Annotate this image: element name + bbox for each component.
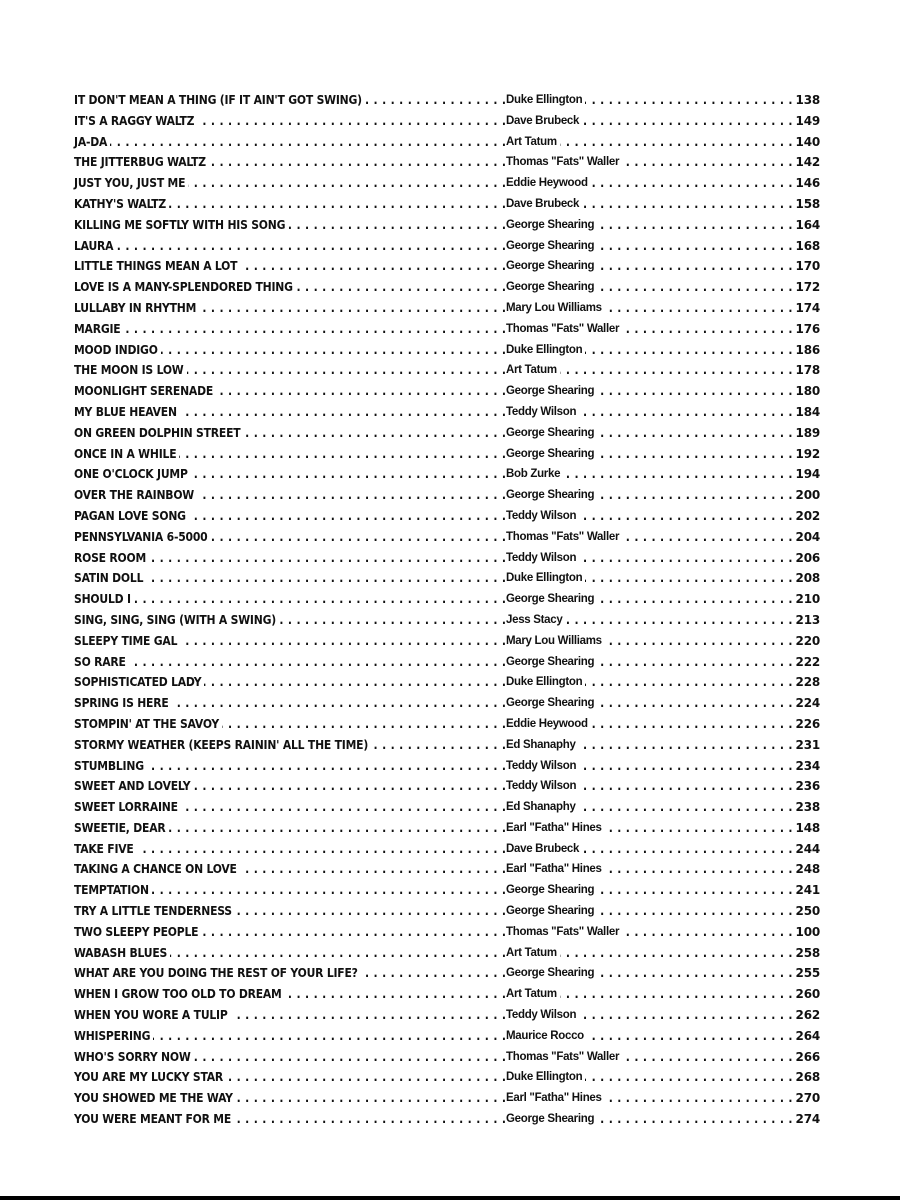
song-artist: Teddy Wilson — [506, 506, 579, 527]
page-number: 268 — [793, 1067, 820, 1088]
song-artist: George Shearing — [506, 423, 597, 444]
page-number: 241 — [793, 880, 820, 901]
page-number: 274 — [793, 1109, 820, 1130]
toc-entry — [74, 568, 820, 589]
toc-entry — [74, 319, 820, 340]
toc-entry — [74, 132, 820, 153]
song-artist: Art Tatum — [506, 360, 560, 381]
song-artist: Teddy Wilson — [506, 776, 579, 797]
song-artist: George Shearing — [506, 277, 597, 298]
song-title: JA-DA — [74, 132, 110, 153]
song-title: SLEEPY TIME GAL — [74, 631, 180, 652]
song-artist: Thomas "Fats" Waller — [506, 1047, 622, 1068]
song-artist: Maurice Rocco — [506, 1026, 587, 1047]
song-title: WHEN I GROW TOO OLD TO DREAM — [74, 984, 285, 1005]
page-number: 248 — [793, 859, 820, 880]
song-artist: George Shearing — [506, 693, 597, 714]
song-title: TAKE FIVE — [74, 839, 137, 860]
song-title: MOOD INDIGO — [74, 340, 161, 361]
song-title: LAURA — [74, 236, 116, 257]
song-title: SHOULD I — [74, 589, 134, 610]
song-artist: Ed Shanaphy — [506, 797, 579, 818]
page-number: 178 — [793, 360, 820, 381]
toc-entry — [74, 506, 820, 527]
toc-entry — [74, 548, 820, 569]
song-artist: George Shearing — [506, 963, 597, 984]
toc-entry — [74, 943, 820, 964]
song-artist: Art Tatum — [506, 132, 560, 153]
song-title: IT DON'T MEAN A THING (IF IT AIN'T GOT SWING) — [74, 90, 365, 111]
toc-entry — [74, 797, 820, 818]
song-title: SO RARE — [74, 652, 129, 673]
song-title: IT'S A RAGGY WALTZ — [74, 111, 197, 132]
page-number: 206 — [793, 548, 820, 569]
page-number: 224 — [793, 693, 820, 714]
toc-entry — [74, 173, 820, 194]
title-leader-dots — [74, 839, 506, 860]
title-leader-dots — [74, 132, 506, 153]
toc-entry — [74, 277, 820, 298]
toc-entry — [74, 631, 820, 652]
toc-entry — [74, 963, 820, 984]
song-artist: George Shearing — [506, 485, 597, 506]
page-number: 210 — [793, 589, 820, 610]
page-number: 213 — [793, 610, 820, 631]
toc-entry — [74, 194, 820, 215]
song-artist: Earl "Fatha" Hines — [506, 859, 605, 880]
song-artist: Duke Ellington — [506, 1067, 585, 1088]
song-title: OVER THE RAINBOW — [74, 485, 197, 506]
table-of-contents — [74, 90, 820, 1130]
toc-entry — [74, 152, 820, 173]
toc-entry — [74, 652, 820, 673]
toc-entry — [74, 90, 820, 111]
song-title: KILLING ME SOFTLY WITH HIS SONG — [74, 215, 288, 236]
song-title: TAKING A CHANCE ON LOVE — [74, 859, 240, 880]
page-number: 164 — [793, 215, 820, 236]
song-artist: Bob Zurke — [506, 464, 563, 485]
song-artist: Eddie Heywood — [506, 173, 591, 194]
song-title: SWEET AND LOVELY — [74, 776, 193, 797]
song-title: ONCE IN A WHILE — [74, 444, 179, 465]
song-title: STORMY WEATHER (KEEPS RAININ' ALL THE TIME) — [74, 735, 371, 756]
page-number: 208 — [793, 568, 820, 589]
toc-entry — [74, 756, 820, 777]
toc-entry — [74, 901, 820, 922]
title-leader-dots — [74, 652, 506, 673]
toc-entry — [74, 1067, 820, 1088]
toc-entry — [74, 714, 820, 735]
toc-entry — [74, 340, 820, 361]
song-artist: George Shearing — [506, 880, 597, 901]
title-leader-dots — [74, 589, 506, 610]
toc-entry — [74, 672, 820, 693]
page-number: 270 — [793, 1088, 820, 1109]
page-number: 148 — [793, 818, 820, 839]
toc-entry — [74, 360, 820, 381]
page-number: 192 — [793, 444, 820, 465]
toc-entry — [74, 839, 820, 860]
page-bottom-border — [0, 1196, 900, 1200]
page-number: 222 — [793, 652, 820, 673]
toc-entry — [74, 1005, 820, 1026]
toc-entry — [74, 776, 820, 797]
toc-entry — [74, 589, 820, 610]
page-number: 202 — [793, 506, 820, 527]
song-title: THE MOON IS LOW — [74, 360, 187, 381]
song-artist: Dave Brubeck — [506, 111, 582, 132]
toc-entry — [74, 735, 820, 756]
page-number: 258 — [793, 943, 820, 964]
song-artist: Dave Brubeck — [506, 839, 582, 860]
toc-entry — [74, 922, 820, 943]
song-title: ONE O'CLOCK JUMP — [74, 464, 191, 485]
song-title: PAGAN LOVE SONG — [74, 506, 189, 527]
toc-entry — [74, 381, 820, 402]
song-title: TRY A LITTLE TENDERNESS — [74, 901, 235, 922]
title-leader-dots — [74, 236, 506, 257]
song-artist: George Shearing — [506, 1109, 597, 1130]
song-title: THE JITTERBUG WALTZ — [74, 152, 209, 173]
page-number: 174 — [793, 298, 820, 319]
toc-entry — [74, 1026, 820, 1047]
song-artist: Teddy Wilson — [506, 548, 579, 569]
page-number: 244 — [793, 839, 820, 860]
page-number: 234 — [793, 756, 820, 777]
page-number: 186 — [793, 340, 820, 361]
song-title: TEMPTATION — [74, 880, 152, 901]
toc-entry — [74, 215, 820, 236]
song-title: WHEN YOU WORE A TULIP — [74, 1005, 231, 1026]
page-number: 168 — [793, 236, 820, 257]
page-number: 140 — [793, 132, 820, 153]
page-number: 266 — [793, 1047, 820, 1068]
song-title: YOU SHOWED ME THE WAY — [74, 1088, 236, 1109]
song-title: JUST YOU, JUST ME — [74, 173, 188, 194]
song-artist: George Shearing — [506, 236, 597, 257]
toc-entry — [74, 527, 820, 548]
song-title: SATIN DOLL — [74, 568, 146, 589]
page-number: 262 — [793, 1005, 820, 1026]
song-title: WHAT ARE YOU DOING THE REST OF YOUR LIFE? — [74, 963, 361, 984]
toc-entry — [74, 111, 820, 132]
toc-entry — [74, 256, 820, 277]
song-title: ON GREEN DOLPHIN STREET — [74, 423, 243, 444]
song-title: LULLABY IN RHYTHM — [74, 298, 199, 319]
song-artist: Jess Stacy — [506, 610, 565, 631]
page-number: 228 — [793, 672, 820, 693]
song-artist: Earl "Fatha" Hines — [506, 1088, 605, 1109]
song-title: MY BLUE HEAVEN — [74, 402, 180, 423]
song-title: SWEETIE, DEAR — [74, 818, 168, 839]
page-number: 236 — [793, 776, 820, 797]
song-title: LOVE IS A MANY-SPLENDORED THING — [74, 277, 296, 298]
page-number: 180 — [793, 381, 820, 402]
song-artist: George Shearing — [506, 215, 597, 236]
page-number: 250 — [793, 901, 820, 922]
page-number: 184 — [793, 402, 820, 423]
toc-entry — [74, 298, 820, 319]
toc-entry — [74, 984, 820, 1005]
toc-entry — [74, 423, 820, 444]
song-artist: Thomas "Fats" Waller — [506, 152, 622, 173]
song-artist: Dave Brubeck — [506, 194, 582, 215]
toc-entry — [74, 859, 820, 880]
toc-entry — [74, 818, 820, 839]
toc-entry — [74, 1047, 820, 1068]
song-title: PENNSYLVANIA 6-5000 — [74, 527, 210, 548]
toc-entry — [74, 610, 820, 631]
page-number: 158 — [793, 194, 820, 215]
song-artist: George Shearing — [506, 444, 597, 465]
song-title: SPRING IS HERE — [74, 693, 172, 714]
toc-entry — [74, 693, 820, 714]
song-artist: George Shearing — [506, 256, 597, 277]
toc-entry — [74, 1109, 820, 1130]
toc-entry — [74, 464, 820, 485]
toc-entry — [74, 402, 820, 423]
song-title: YOU WERE MEANT FOR ME — [74, 1109, 234, 1130]
song-title: MOONLIGHT SERENADE — [74, 381, 216, 402]
song-title: WABASH BLUES — [74, 943, 170, 964]
toc-entry — [74, 444, 820, 465]
song-title: WHO'S SORRY NOW — [74, 1047, 194, 1068]
page-number: 226 — [793, 714, 820, 735]
song-artist: Art Tatum — [506, 984, 560, 1005]
song-title: TWO SLEEPY PEOPLE — [74, 922, 201, 943]
song-title: SOPHISTICATED LADY — [74, 672, 204, 693]
page-number: 100 — [793, 922, 820, 943]
page-number: 189 — [793, 423, 820, 444]
song-artist: Art Tatum — [506, 943, 560, 964]
page-number: 238 — [793, 797, 820, 818]
song-artist: Thomas "Fats" Waller — [506, 319, 622, 340]
page-number: 200 — [793, 485, 820, 506]
page-number: 255 — [793, 963, 820, 984]
song-title: SING, SING, SING (WITH A SWING) — [74, 610, 279, 631]
song-title: MARGIE — [74, 319, 123, 340]
page-number: 142 — [793, 152, 820, 173]
song-artist: George Shearing — [506, 381, 597, 402]
song-title: SWEET LORRAINE — [74, 797, 181, 818]
song-artist: Mary Lou Williams — [506, 298, 605, 319]
song-artist: Teddy Wilson — [506, 1005, 579, 1026]
toc-entry — [74, 1088, 820, 1109]
song-title: LITTLE THINGS MEAN A LOT — [74, 256, 240, 277]
song-artist: Thomas "Fats" Waller — [506, 922, 622, 943]
song-artist: George Shearing — [506, 589, 597, 610]
song-artist: Earl "Fatha" Hines — [506, 818, 605, 839]
toc-entry — [74, 880, 820, 901]
song-title: STUMBLING — [74, 756, 147, 777]
page-number: 194 — [793, 464, 820, 485]
page-number: 146 — [793, 173, 820, 194]
page-number: 220 — [793, 631, 820, 652]
song-artist: George Shearing — [506, 901, 597, 922]
song-artist: Eddie Heywood — [506, 714, 591, 735]
song-artist: Duke Ellington — [506, 568, 585, 589]
toc-entry — [74, 485, 820, 506]
song-title: WHISPERING — [74, 1026, 153, 1047]
song-artist: Duke Ellington — [506, 672, 585, 693]
song-artist: Mary Lou Williams — [506, 631, 605, 652]
page-number: 172 — [793, 277, 820, 298]
song-artist: Teddy Wilson — [506, 402, 579, 423]
song-artist: Thomas "Fats" Waller — [506, 527, 622, 548]
song-artist: Duke Ellington — [506, 90, 585, 111]
page-number: 231 — [793, 735, 820, 756]
song-artist: Teddy Wilson — [506, 756, 579, 777]
song-title: KATHY'S WALTZ — [74, 194, 169, 215]
song-artist: Duke Ellington — [506, 340, 585, 361]
page-number: 264 — [793, 1026, 820, 1047]
toc-entry — [74, 236, 820, 257]
page-number: 176 — [793, 319, 820, 340]
song-artist: George Shearing — [506, 652, 597, 673]
song-title: STOMPIN' AT THE SAVOY — [74, 714, 222, 735]
song-title: ROSE ROOM — [74, 548, 149, 569]
page-number: 204 — [793, 527, 820, 548]
page-number: 260 — [793, 984, 820, 1005]
page-number: 170 — [793, 256, 820, 277]
page-number: 138 — [793, 90, 820, 111]
song-artist: Ed Shanaphy — [506, 735, 579, 756]
song-title: YOU ARE MY LUCKY STAR — [74, 1067, 226, 1088]
page-number: 149 — [793, 111, 820, 132]
title-leader-dots — [74, 319, 506, 340]
